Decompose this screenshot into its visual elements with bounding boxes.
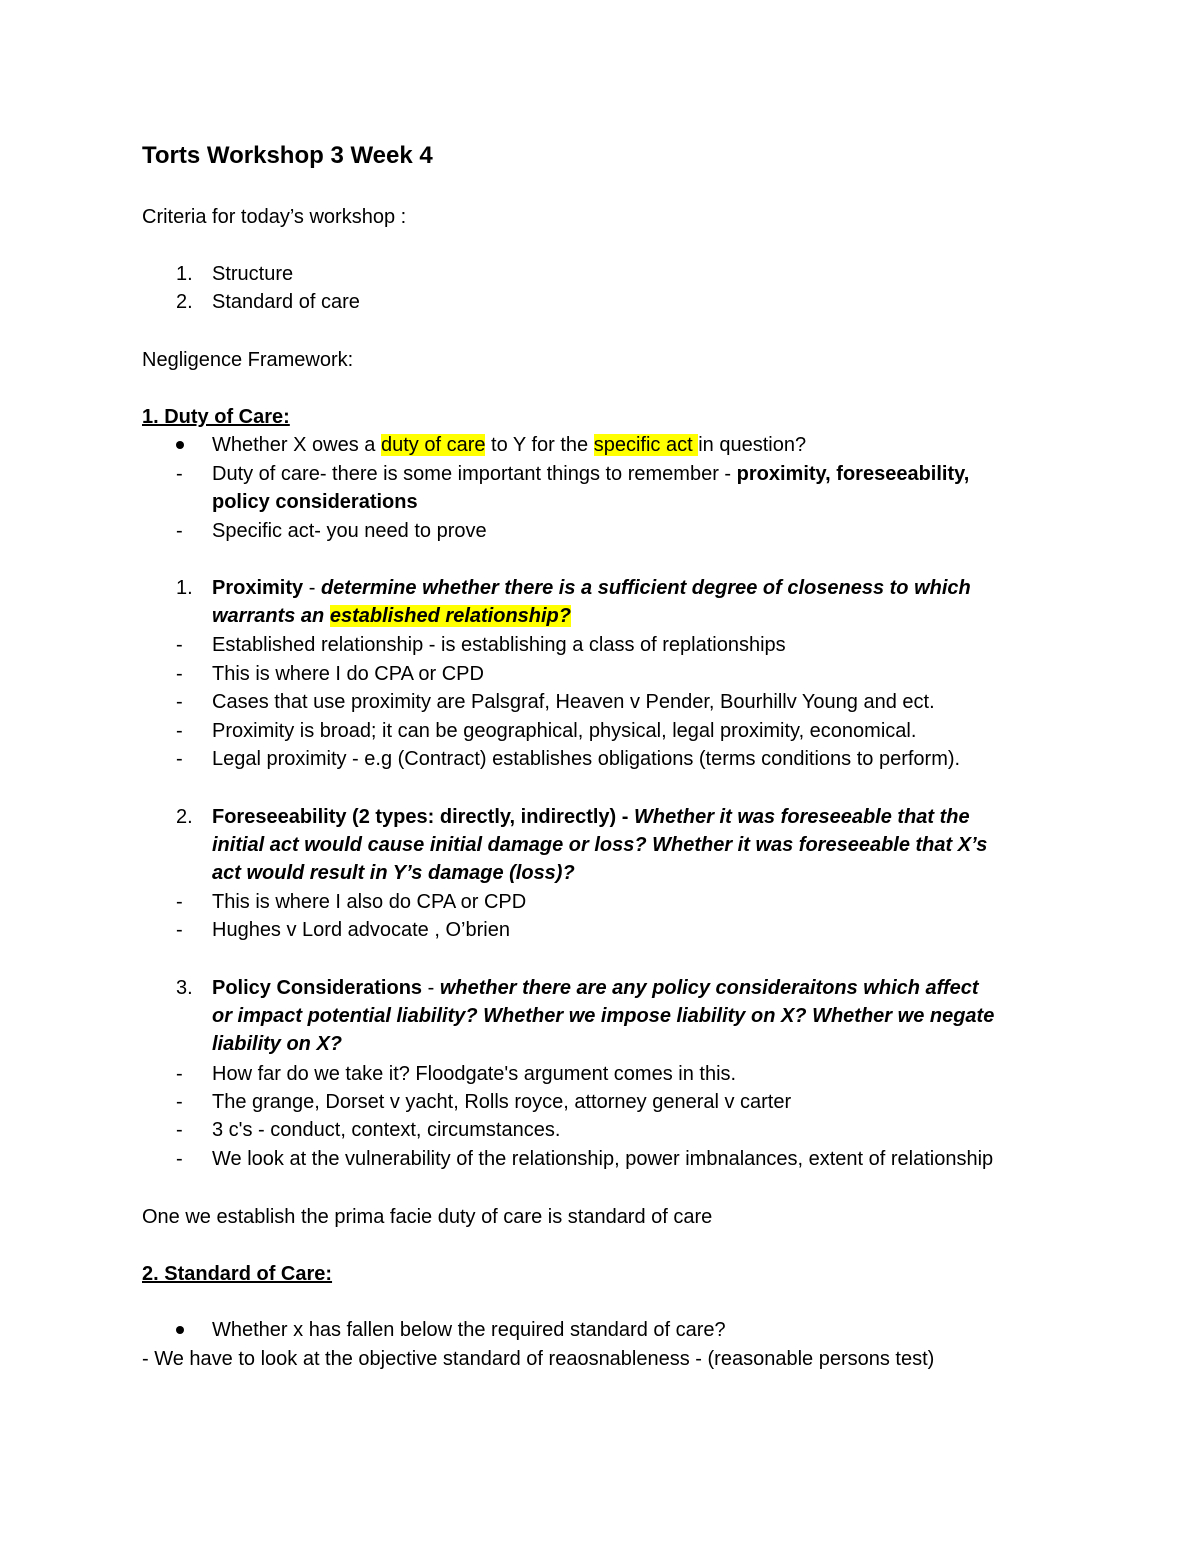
- proximity-item: This is where I do CPA or CPD: [212, 663, 484, 685]
- highlight-specific-act: specific act: [593, 434, 699, 456]
- dash-marker: -: [176, 720, 183, 742]
- bullet-icon: [176, 441, 184, 449]
- proximity-item: Proximity is broad; it can be geographical, physical, legal proximity, economical.: [212, 720, 917, 742]
- policy-item: The grange, Dorset v yacht, Rolls royce, attorney general v carter: [212, 1091, 792, 1113]
- transition-text: One we establish the prima facie duty of care is standard of care: [142, 1206, 713, 1228]
- highlight-established-relationship: established relationship?: [329, 605, 571, 627]
- duty-of-care-heading: 1. Duty of Care:: [142, 406, 290, 428]
- criteria-number: 2.: [176, 291, 193, 313]
- policy-number: 3.: [176, 977, 193, 999]
- policy-item: 3 c's - conduct, context, circumstances.: [212, 1119, 561, 1141]
- foreseeability-item: Hughes v Lord advocate , O’brien: [212, 919, 510, 941]
- duty-bullet-line: Whether X owes a duty of care to Y for the specific act in question?: [212, 434, 807, 456]
- dash-marker: -: [176, 748, 183, 770]
- policy-heading: Policy Considerations - whether there are any policy consideraitons which affect: [212, 977, 979, 999]
- criteria-item: Standard of care: [212, 291, 360, 313]
- policy-item: How far do we take it? Floodgate's argument comes in this.: [212, 1063, 737, 1085]
- bullet-icon: [176, 1326, 184, 1334]
- foreseeability-heading: Foreseeability (2 types: directly, indirectly) - Whether it was foreseeable that the: [212, 806, 970, 828]
- dash-marker: -: [176, 891, 183, 913]
- dash-marker: -: [176, 919, 183, 941]
- page-title: Torts Workshop 3 Week 4: [142, 142, 433, 169]
- highlight-duty-of-care: duty of care: [380, 434, 486, 456]
- standard-of-care-heading: 2. Standard of Care:: [142, 1263, 333, 1285]
- proximity-heading-cont: warrants an established relationship?: [212, 605, 571, 627]
- proximity-number: 1.: [176, 577, 193, 599]
- policy-item: We look at the vulnerability of the relationship, power imbnalances, extent of relationship: [212, 1148, 994, 1170]
- dash-marker: -: [176, 663, 183, 685]
- proximity-heading: Proximity - determine whether there is a sufficient degree of closeness to which: [212, 577, 971, 599]
- dash-marker: -: [176, 520, 183, 542]
- foreseeability-heading-cont: initial act would cause initial damage or loss? Whether it was foreseeable that X’s: [212, 834, 988, 856]
- proximity-item: Established relationship - is establishing a class of replationships: [212, 634, 786, 656]
- proximity-item: Cases that use proximity are Palsgraf, Heaven v Pender, Bourhillv Young and ect.: [212, 691, 935, 713]
- dash-marker: -: [176, 1091, 183, 1113]
- policy-heading-cont: or impact potential liability? Whether we impose liability on X? Whether we negate: [212, 1005, 995, 1027]
- policy-heading-cont: liability on X?: [212, 1033, 343, 1055]
- duty-dash-line: Duty of care- there is some important things to remember - proximity, foreseeability,: [212, 463, 970, 485]
- standard-bullet-line: Whether x has fallen below the required standard of care?: [212, 1319, 726, 1341]
- criteria-item: Structure: [212, 263, 294, 285]
- duty-dash-line: Specific act- you need to prove: [212, 520, 487, 542]
- dash-marker: -: [176, 463, 183, 485]
- duty-dash-line-cont: policy considerations: [212, 491, 418, 513]
- framework-heading: Negligence Framework:: [142, 349, 354, 371]
- dash-marker: -: [176, 1148, 183, 1170]
- dash-marker: -: [176, 1063, 183, 1085]
- foreseeability-item: This is where I also do CPA or CPD: [212, 891, 527, 913]
- foreseeability-heading-cont: act would result in Y’s damage (loss)?: [212, 862, 575, 884]
- dash-marker: -: [176, 691, 183, 713]
- foreseeability-number: 2.: [176, 806, 193, 828]
- criteria-intro: Criteria for today’s workshop :: [142, 206, 407, 228]
- dash-marker: -: [176, 634, 183, 656]
- proximity-item: Legal proximity - e.g (Contract) establishes obligations (terms conditions to perform).: [212, 748, 961, 770]
- standard-dash-line: - We have to look at the objective standard of reaosnableness - (reasonable persons test): [142, 1348, 935, 1370]
- criteria-number: 1.: [176, 263, 193, 285]
- dash-marker: -: [176, 1119, 183, 1141]
